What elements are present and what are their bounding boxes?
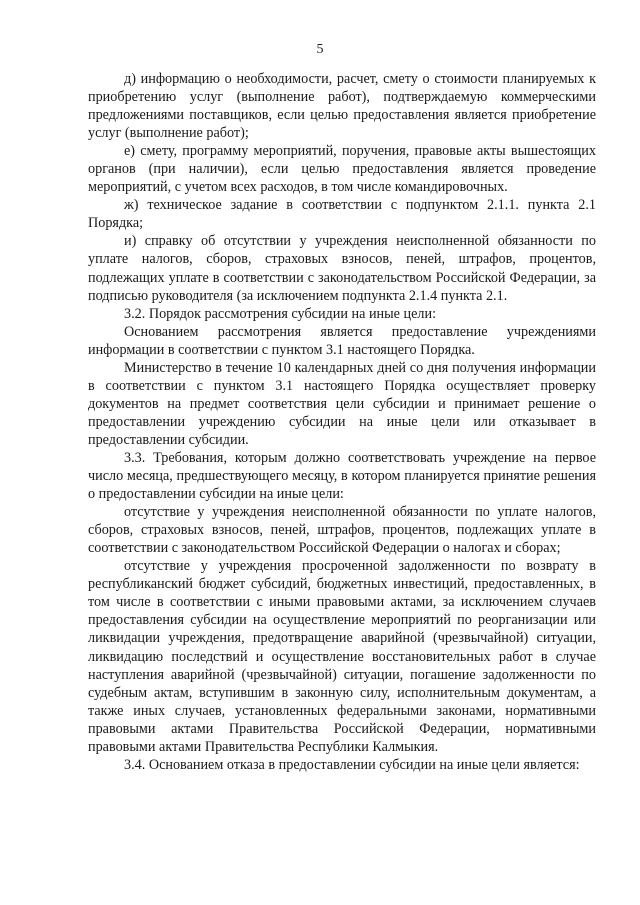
paragraph-no-overdue-debt: отсутствие у учреждения просроченной задолженности по возврату в республиканский бюджет субсидий, бюджетных инвестиций, предоставленных, в том числе в соответствии с иными правовыми актами, за исключением случаев предоставления субсидии на осуществление мероприятий по реорганизации или ликвидации учреждения, предотвращение аварийной (чрезвычайной) ситуации, ликвидацию последствий и осуществление восстановительных работ в случае наступления аварийной (чрезвычайной) ситуации, погашение задолженности по судебным актам, вступившим в законную силу, исполнительным документам, а также иных случаев, установленных федеральными законами, нормативными правовыми актами Правительства Российской Федерации, нормативными правовыми актами Правительства Республики Калмыкия.: [88, 558, 596, 755]
paragraph-basis-review: Основанием рассмотрения является предоставление учреждениями информации в соответствии с пунктом 3.1 настоящего Порядка.: [88, 323, 596, 358]
section-heading-3-2: 3.2. Порядок рассмотрения субсидии на иные цели:: [124, 305, 437, 322]
paragraph-item-zh: ж) техническое задание в соответствии с подпунктом 2.1.1. пункта 2.1 Порядка;: [88, 197, 596, 232]
paragraph-item-i: и) справку об отсутствии у учреждения неисполненной обязанности по уплате налогов, сборов, страховых взносов, пеней, штрафов, процентов, подлежащих уплате в соответствии с законодательством Российской Федерации, за подписью руководителя (за исключением подпункта 2.1.4 пункта 2.1.: [88, 233, 596, 304]
document-body: [88, 70, 596, 774]
paragraph-item-e: е) смету, программу мероприятий, поручения, правовые акты вышестоящих органов (при наличии), если целью предоставления является проведение мероприятий, с учетом всех расходов, в том числе командировочных.: [88, 143, 596, 196]
section-heading-3-4: 3.4. Основанием отказа в предоставлении субсидии на иные цели является:: [124, 756, 580, 773]
paragraph-no-tax-debt: отсутствие у учреждения неисполненной обязанности по уплате налогов, сборов, страховых взносов, пеней, штрафов, процентов, подлежащих уплате в соответствии с законодательством Российской Федерации о налогах и сборах;: [88, 504, 596, 557]
page-number: 5: [316, 42, 324, 57]
paragraph-ministry-review: Министерство в течение 10 календарных дней со дня получения информации в соответствии с пунктом 3.1 настоящего Порядка осуществляет проверку документов на предмет соответствия цели субсидии и принимает решение о предоставлении учреждению субсидии на иные цели или отказывает в предоставлении субсидии.: [88, 359, 596, 448]
section-heading-3-3: 3.3. Требования, которым должно соответствовать учреждение на первое число месяца, предшествующего месяцу, в котором планируется принятие решения о предоставлении субсидии на иные цели:: [88, 449, 596, 503]
paragraph-item-d: д) информацию о необходимости, расчет, смету о стоимости планируемых к приобретению услуг (выполнение работ), подтверждаемую коммерческими предложениями поставщиков, если целью предоставления является приобретение услуг (выполнение работ);: [88, 71, 596, 142]
